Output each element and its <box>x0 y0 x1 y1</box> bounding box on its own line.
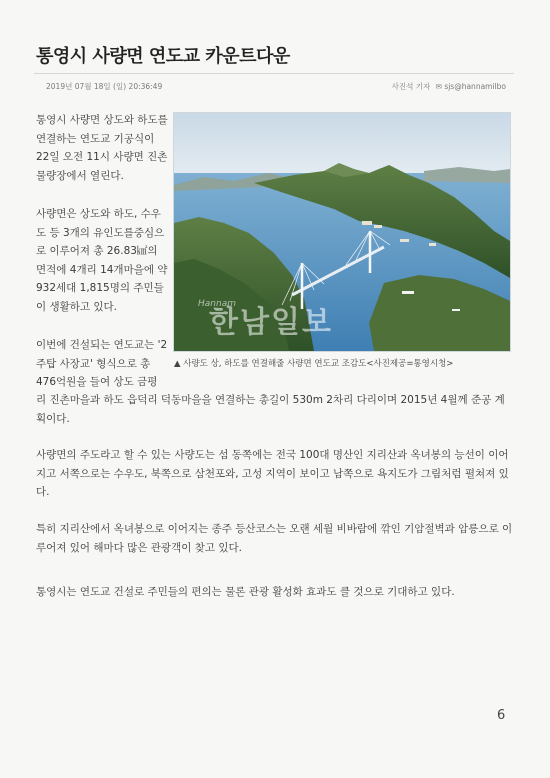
article-date: 2019년 07월 18일 (일) 20:36:49 <box>46 82 163 91</box>
paragraph-1: 통영시 사량면 상도와 하도를 연결하는 연도교 기공식이 22일 오전 11시 사량면 진촌물량장에서 열린다. <box>36 114 168 182</box>
paragraph-6: 통영시는 연도교 건설로 주민들의 편의는 물론 관광 활성화 효과도 클 것으로 기대하고 있다. <box>36 586 455 598</box>
reporter-email: sjs@hannamilbo <box>444 82 506 91</box>
title-divider <box>34 73 514 74</box>
watermark-latin: Hannam <box>198 299 236 309</box>
paragraph-3-start: 이번에 건설되는 연도교는 '2주탑 사장교' 형식으로 총 476억원을 들여 상도 금평 <box>36 339 168 388</box>
paragraph-5: 특히 지리산에서 옥녀봉으로 이어지는 종주 등산코스는 오랜 세월 비바람에 깎인 기암절벽과 암릉으로 이루어져 있어 해마다 많은 관광객이 찾고 있다. <box>36 523 513 554</box>
paragraph-4: 사량면의 주도라고 할 수 있는 사량도는 섬 동쪽에는 전국 100대 명산인 지리산과 옥녀봉의 능선이 이어지고 서쪽으로는 수우도, 북쪽으로 삼천포와, 고성 지역이 보이고 남쪽으로 욕지도가 그림처럼 펼쳐져 있다. <box>36 449 509 498</box>
article-byline <box>392 81 506 92</box>
bridge-rendering-photo <box>173 112 511 352</box>
email-icon: ✉ <box>435 82 442 91</box>
reporter-name: 사진석 기자 <box>391 82 431 91</box>
photo-caption: ▲ 사량도 상, 하도를 연결해줄 사량면 연도교 조감도<사진제공=통영시청> <box>174 359 454 369</box>
paragraph-2: 사량면은 상도와 하도, 수우도 등 3개의 유인도를중심으로 이루어져 총 26.83㎢의 면적에 4개리 14개마을에 약 932세대 1,815명의 주민들이 생활하고 있다. <box>36 208 168 313</box>
page-number: 6 <box>497 708 506 723</box>
photo-watermark: 한남일보 <box>209 305 333 340</box>
article-title: 통영시 사량면 연도교 카운트다운 <box>36 46 290 67</box>
paragraph-3-end: 리 진촌마을과 하도 읍덕리 덕동마을을 연결하는 총길이 530m 2차리 다리이며 2015년 4월께 준공 계획이다. <box>36 394 505 425</box>
